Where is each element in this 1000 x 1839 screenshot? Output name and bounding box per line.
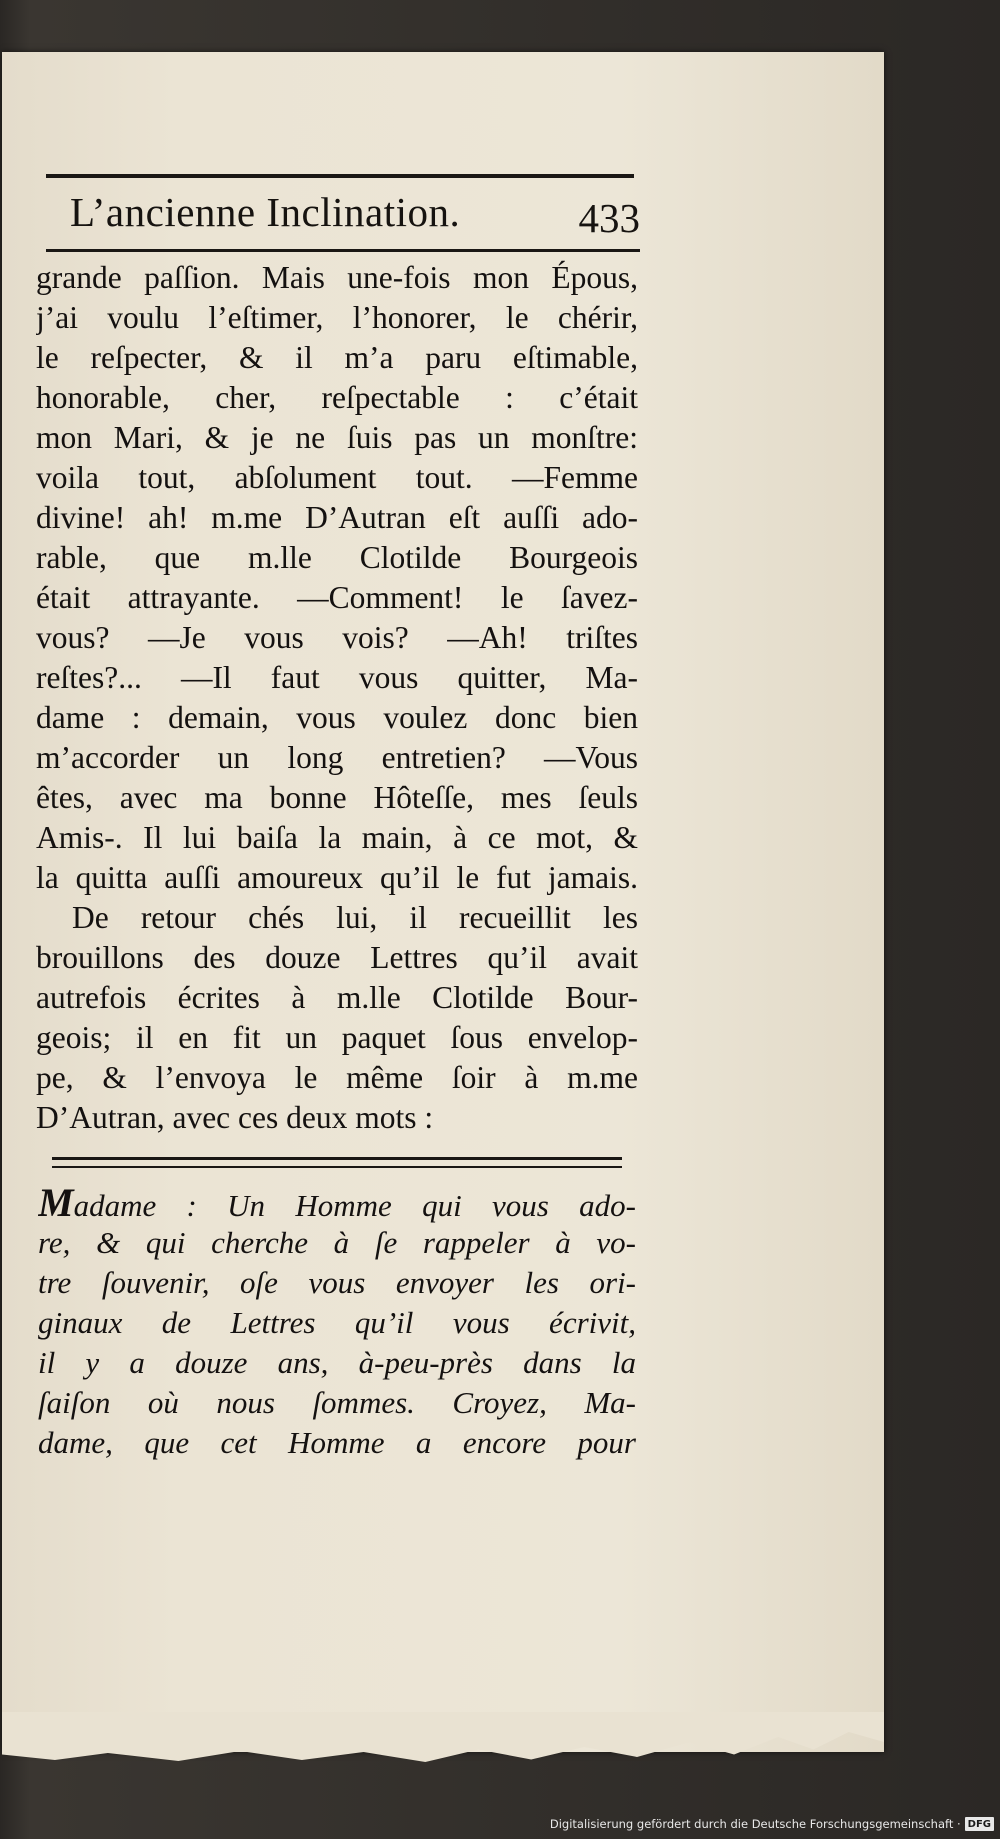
text-line: la quitta auſſi amoureux qu’il le fut jamais. [36, 860, 638, 895]
header-bottom-rule [46, 249, 640, 252]
page-header [70, 188, 640, 244]
letter-line: tre ſouvenir, oſe vous envoyer les ori- [38, 1265, 636, 1300]
text-line: Amis-. Il lui baiſa la main, à ce mot, & [36, 820, 638, 855]
text-line: brouillons des douze Lettres qu’il avait [36, 940, 638, 975]
text-line: reſtes?... —Il faut vous quitter, Ma- [36, 660, 638, 695]
letter-line: il y a douze ans, à-peu-près dans la [38, 1345, 636, 1380]
text-line: m’accorder un long entretien? —Vous [36, 740, 638, 775]
credit-text: Digitalisierung gefördert durch die Deutsche Forschungsgemeinschaft · [549, 1817, 961, 1831]
letter-text [38, 1183, 636, 1463]
text-line: autrefois écrites à m.lle Clotilde Bour- [36, 980, 638, 1015]
paragraph-first-line: De retour chés lui, il recueillit les [72, 900, 638, 935]
body-text [36, 258, 638, 1138]
drop-cap: M [38, 1183, 74, 1223]
text-line: mon Mari, & je ne ſuis pas un monſtre: [36, 420, 638, 455]
text-line: voila tout, abſolument tout. —Femme [36, 460, 638, 495]
text-line: était attrayante. —Comment! le ſavez- [36, 580, 638, 615]
digitization-credit [550, 1815, 994, 1833]
dfg-logo-icon: DFG [965, 1817, 994, 1831]
text-line: honorable, cher, reſpectable : c’était [36, 380, 638, 415]
text-line: rable, que m.lle Clotilde Bourgeois [36, 540, 638, 575]
letter-line: re, & qui cherche à ſe rappeler à vo- [38, 1225, 636, 1260]
text-line: divine! ah! m.me D’Autran eſt auſſi ado- [36, 500, 638, 535]
letter-line: ginaux de Lettres qu’il vous écrivit, [38, 1305, 636, 1340]
text-line: vous? —Je vous vois? —Ah! triſtes [36, 620, 638, 655]
text-line: j’ai voulu l’eſtimer, l’honorer, le chérir, [36, 300, 638, 335]
separator-rule-bottom [52, 1166, 622, 1168]
separator-rule-top [52, 1157, 622, 1160]
text-line: dame : demain, vous voulez donc bien [36, 700, 638, 735]
text-line: le reſpecter, & il m’a paru eſtimable, [36, 340, 638, 375]
running-head: L’ancienne Inclination. [70, 189, 461, 235]
letter-line: dame, que cet Homme a encore pour [38, 1425, 636, 1460]
text-line: êtes, avec ma bonne Hôteſſe, mes ſeuls [36, 780, 638, 815]
page-number: 433 [578, 195, 640, 241]
letter-first-line [38, 1183, 636, 1223]
text-line: pe, & l’envoya le même ſoir à m.me [36, 1060, 638, 1095]
text-line: D’Autran, avec ces deux mots : [36, 1100, 434, 1135]
text-line: grande paſſion. Mais une-fois mon Épous, [36, 260, 638, 295]
text-line: geois; il en fit un paquet ſous envelop- [36, 1020, 638, 1055]
letter-first-line-text: adame : Un Homme qui vous ado- [73, 1188, 636, 1223]
header-top-rule [46, 174, 634, 178]
letter-line: ſaiſon où nous ſommes. Croyez, Ma- [38, 1385, 636, 1420]
